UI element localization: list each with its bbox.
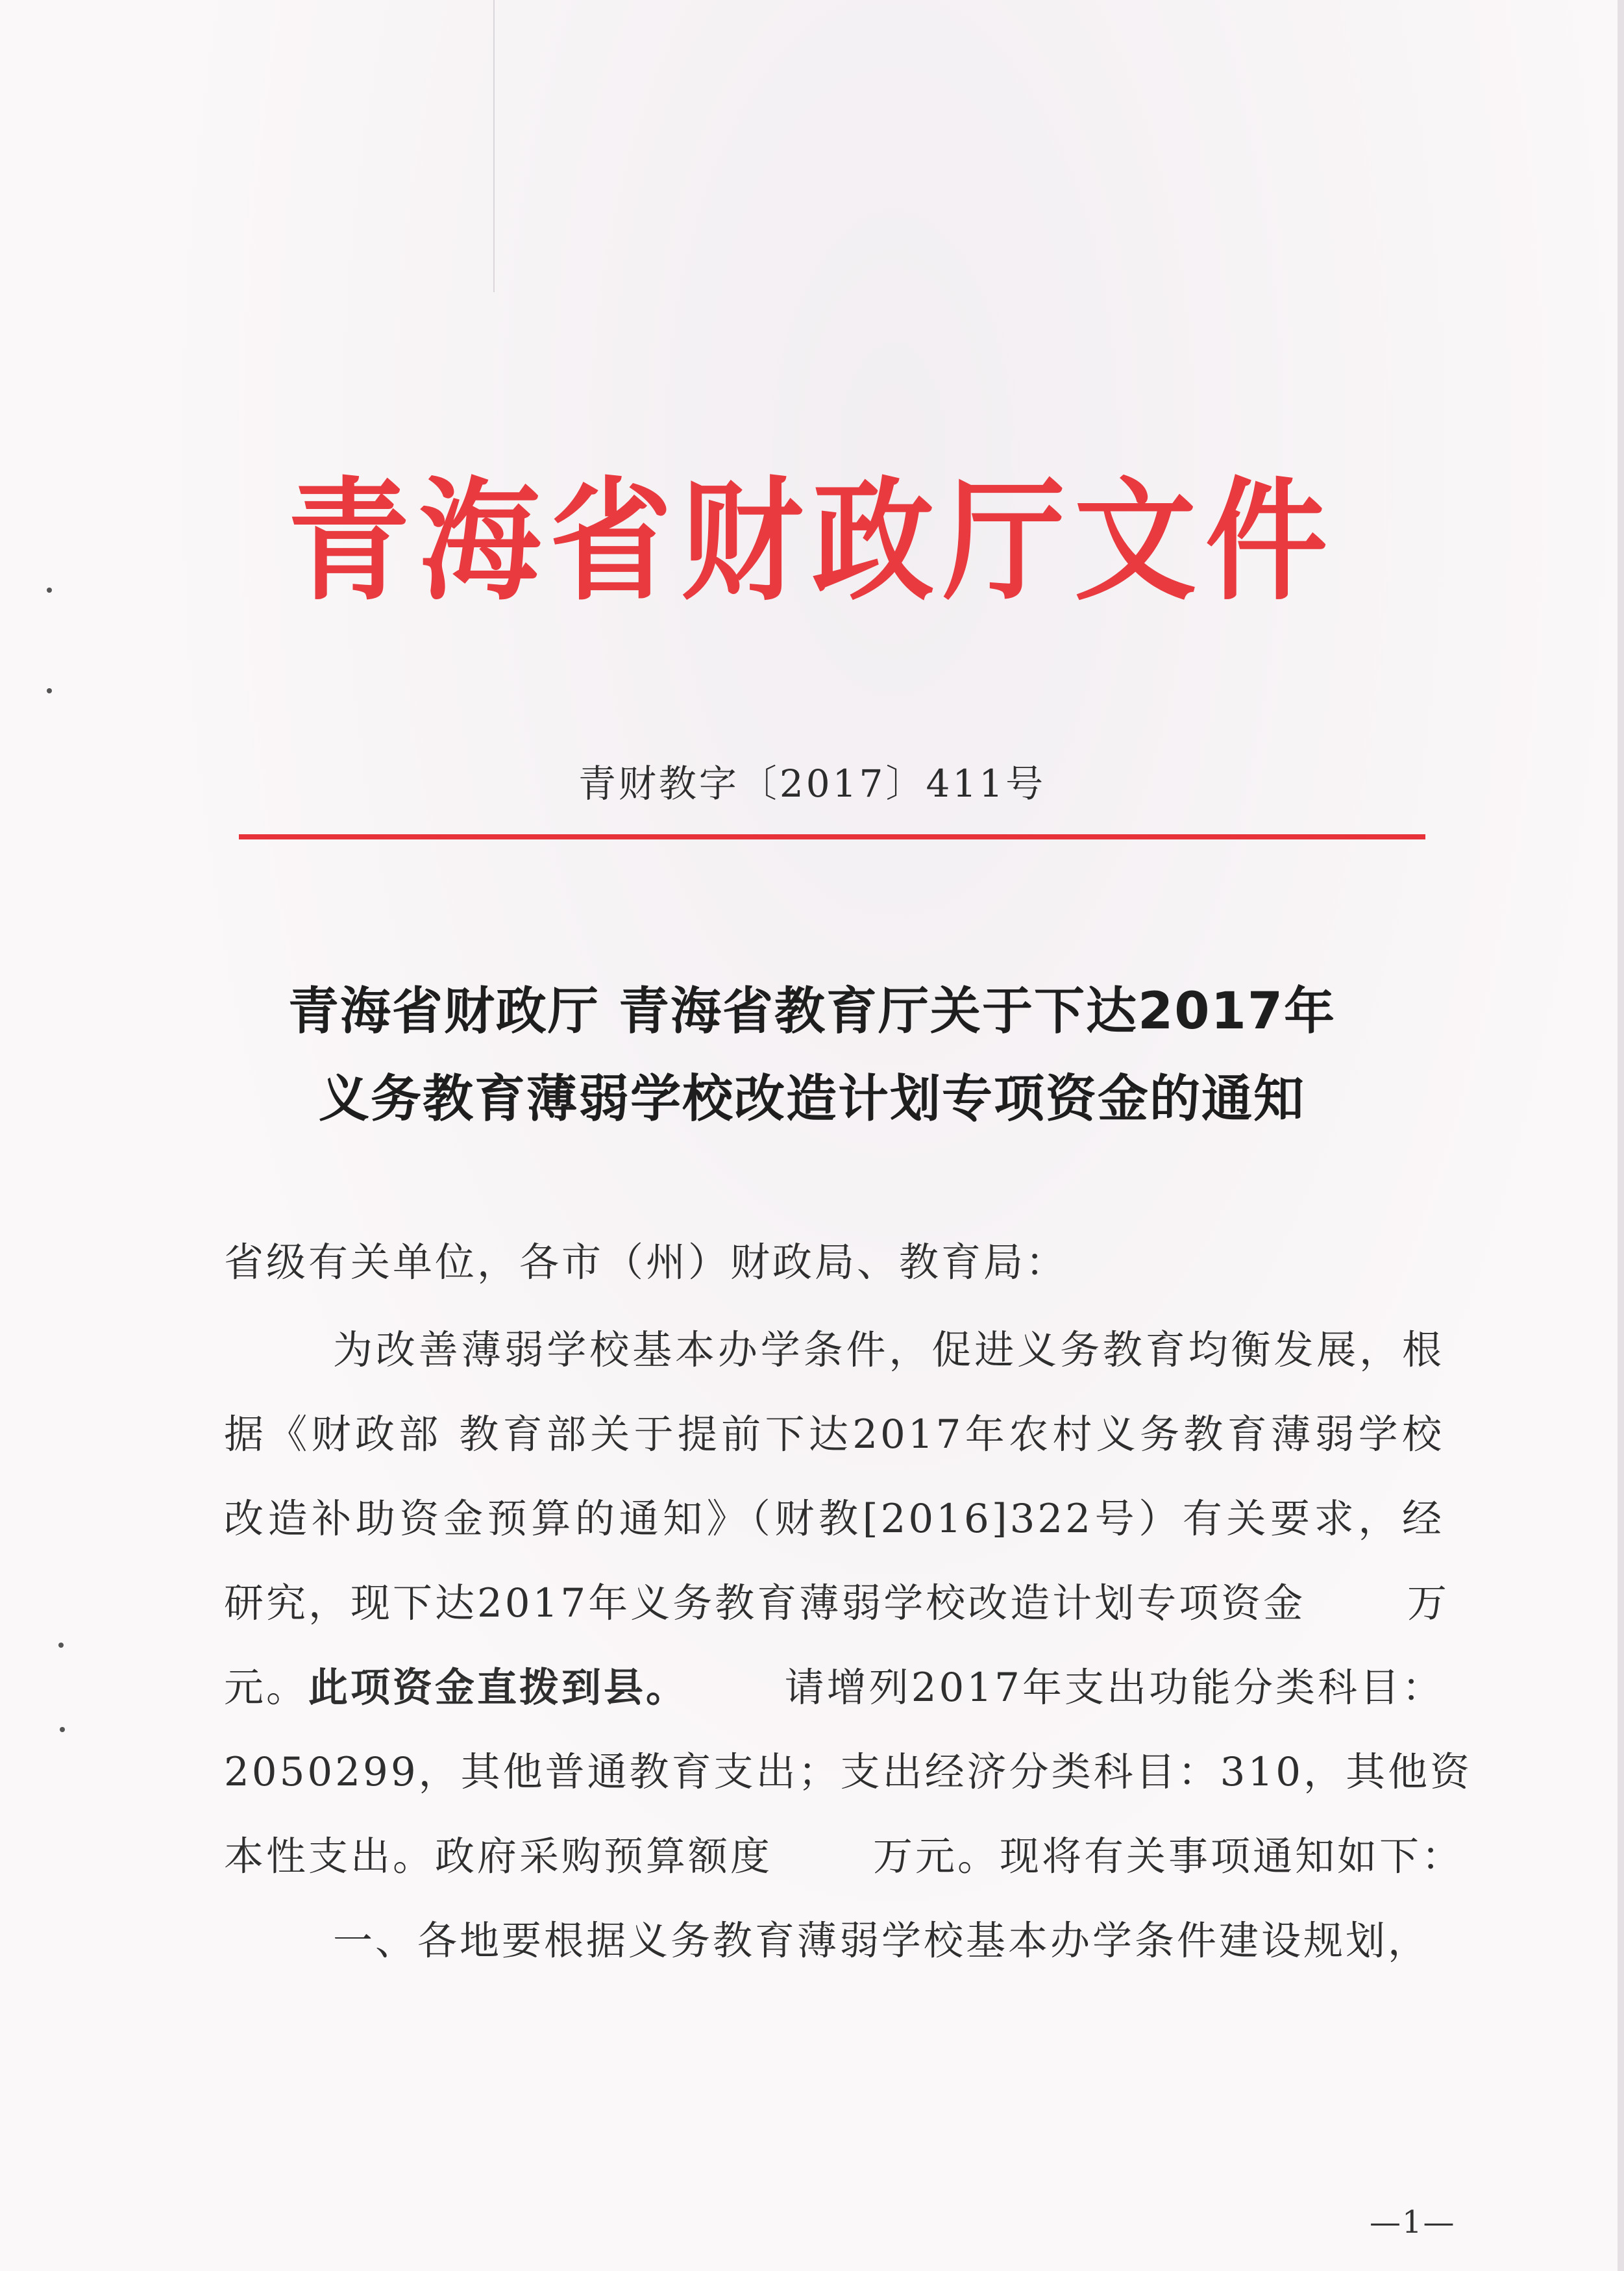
paragraph-1-line-5-end: 请增列2017年支出功能分类科目： (784, 1665, 1444, 1711)
paragraph-1-line-3: 改造补助资金预算的通知》（财教[2016]322号）有关要求，经 (224, 1496, 1444, 1542)
paragraph-1-line-5-start: 元。 (224, 1665, 309, 1711)
document-masthead: 青海省财政厅文件 (288, 465, 1336, 619)
paragraph-1-line-6: 2050299，其他普通教育支出；支出经济分类科目：310，其他资 (224, 1749, 1473, 1795)
notice-title-line-1: 青海省财政厅 青海省教育厅关于下达2017年 (288, 982, 1336, 1041)
direct-allocation-emphasis: 此项资金直拨到县。 (308, 1665, 689, 1711)
fold-line (493, 0, 495, 292)
paragraph-1-line-5 (224, 1662, 1444, 1714)
notice-title-line-2: 义务教育薄弱学校改造计划专项资金的通知 (318, 1070, 1305, 1128)
paragraph-1-line-1: 为改善薄弱学校基本办学条件，促进义务教育均衡发展，根 (333, 1327, 1444, 1373)
paragraph-2-line-1: 一、各地要根据义务教育薄弱学校基本办学条件建设规划， (333, 1918, 1431, 1964)
scan-speck (47, 688, 52, 693)
scan-speck (58, 1643, 64, 1648)
paragraph-1-line-7-end: 万元。现将有关事项通知如下： (873, 1833, 1464, 1880)
scan-speck (60, 1727, 65, 1732)
paragraph-1-line-4: 研究，现下达2017年义务教育薄弱学校改造计划专项资金 (224, 1580, 1306, 1626)
paragraph-1-line-4-end: 万 (1407, 1580, 1450, 1626)
paragraph-1-line-2: 据《财政部 教育部关于提前下达2017年农村义务教育薄弱学校 (224, 1411, 1444, 1458)
paragraph-1-line-7: 本性支出。政府采购预算额度 (224, 1833, 773, 1880)
page-number: —1— (1370, 2204, 1456, 2240)
document-number: 青财教字〔2017〕411号 (578, 762, 1046, 806)
red-divider-line (239, 834, 1425, 839)
salutation: 省级有关单位，各市（州）财政局、教育局： (224, 1239, 1068, 1285)
scan-edge (1618, 0, 1624, 2271)
